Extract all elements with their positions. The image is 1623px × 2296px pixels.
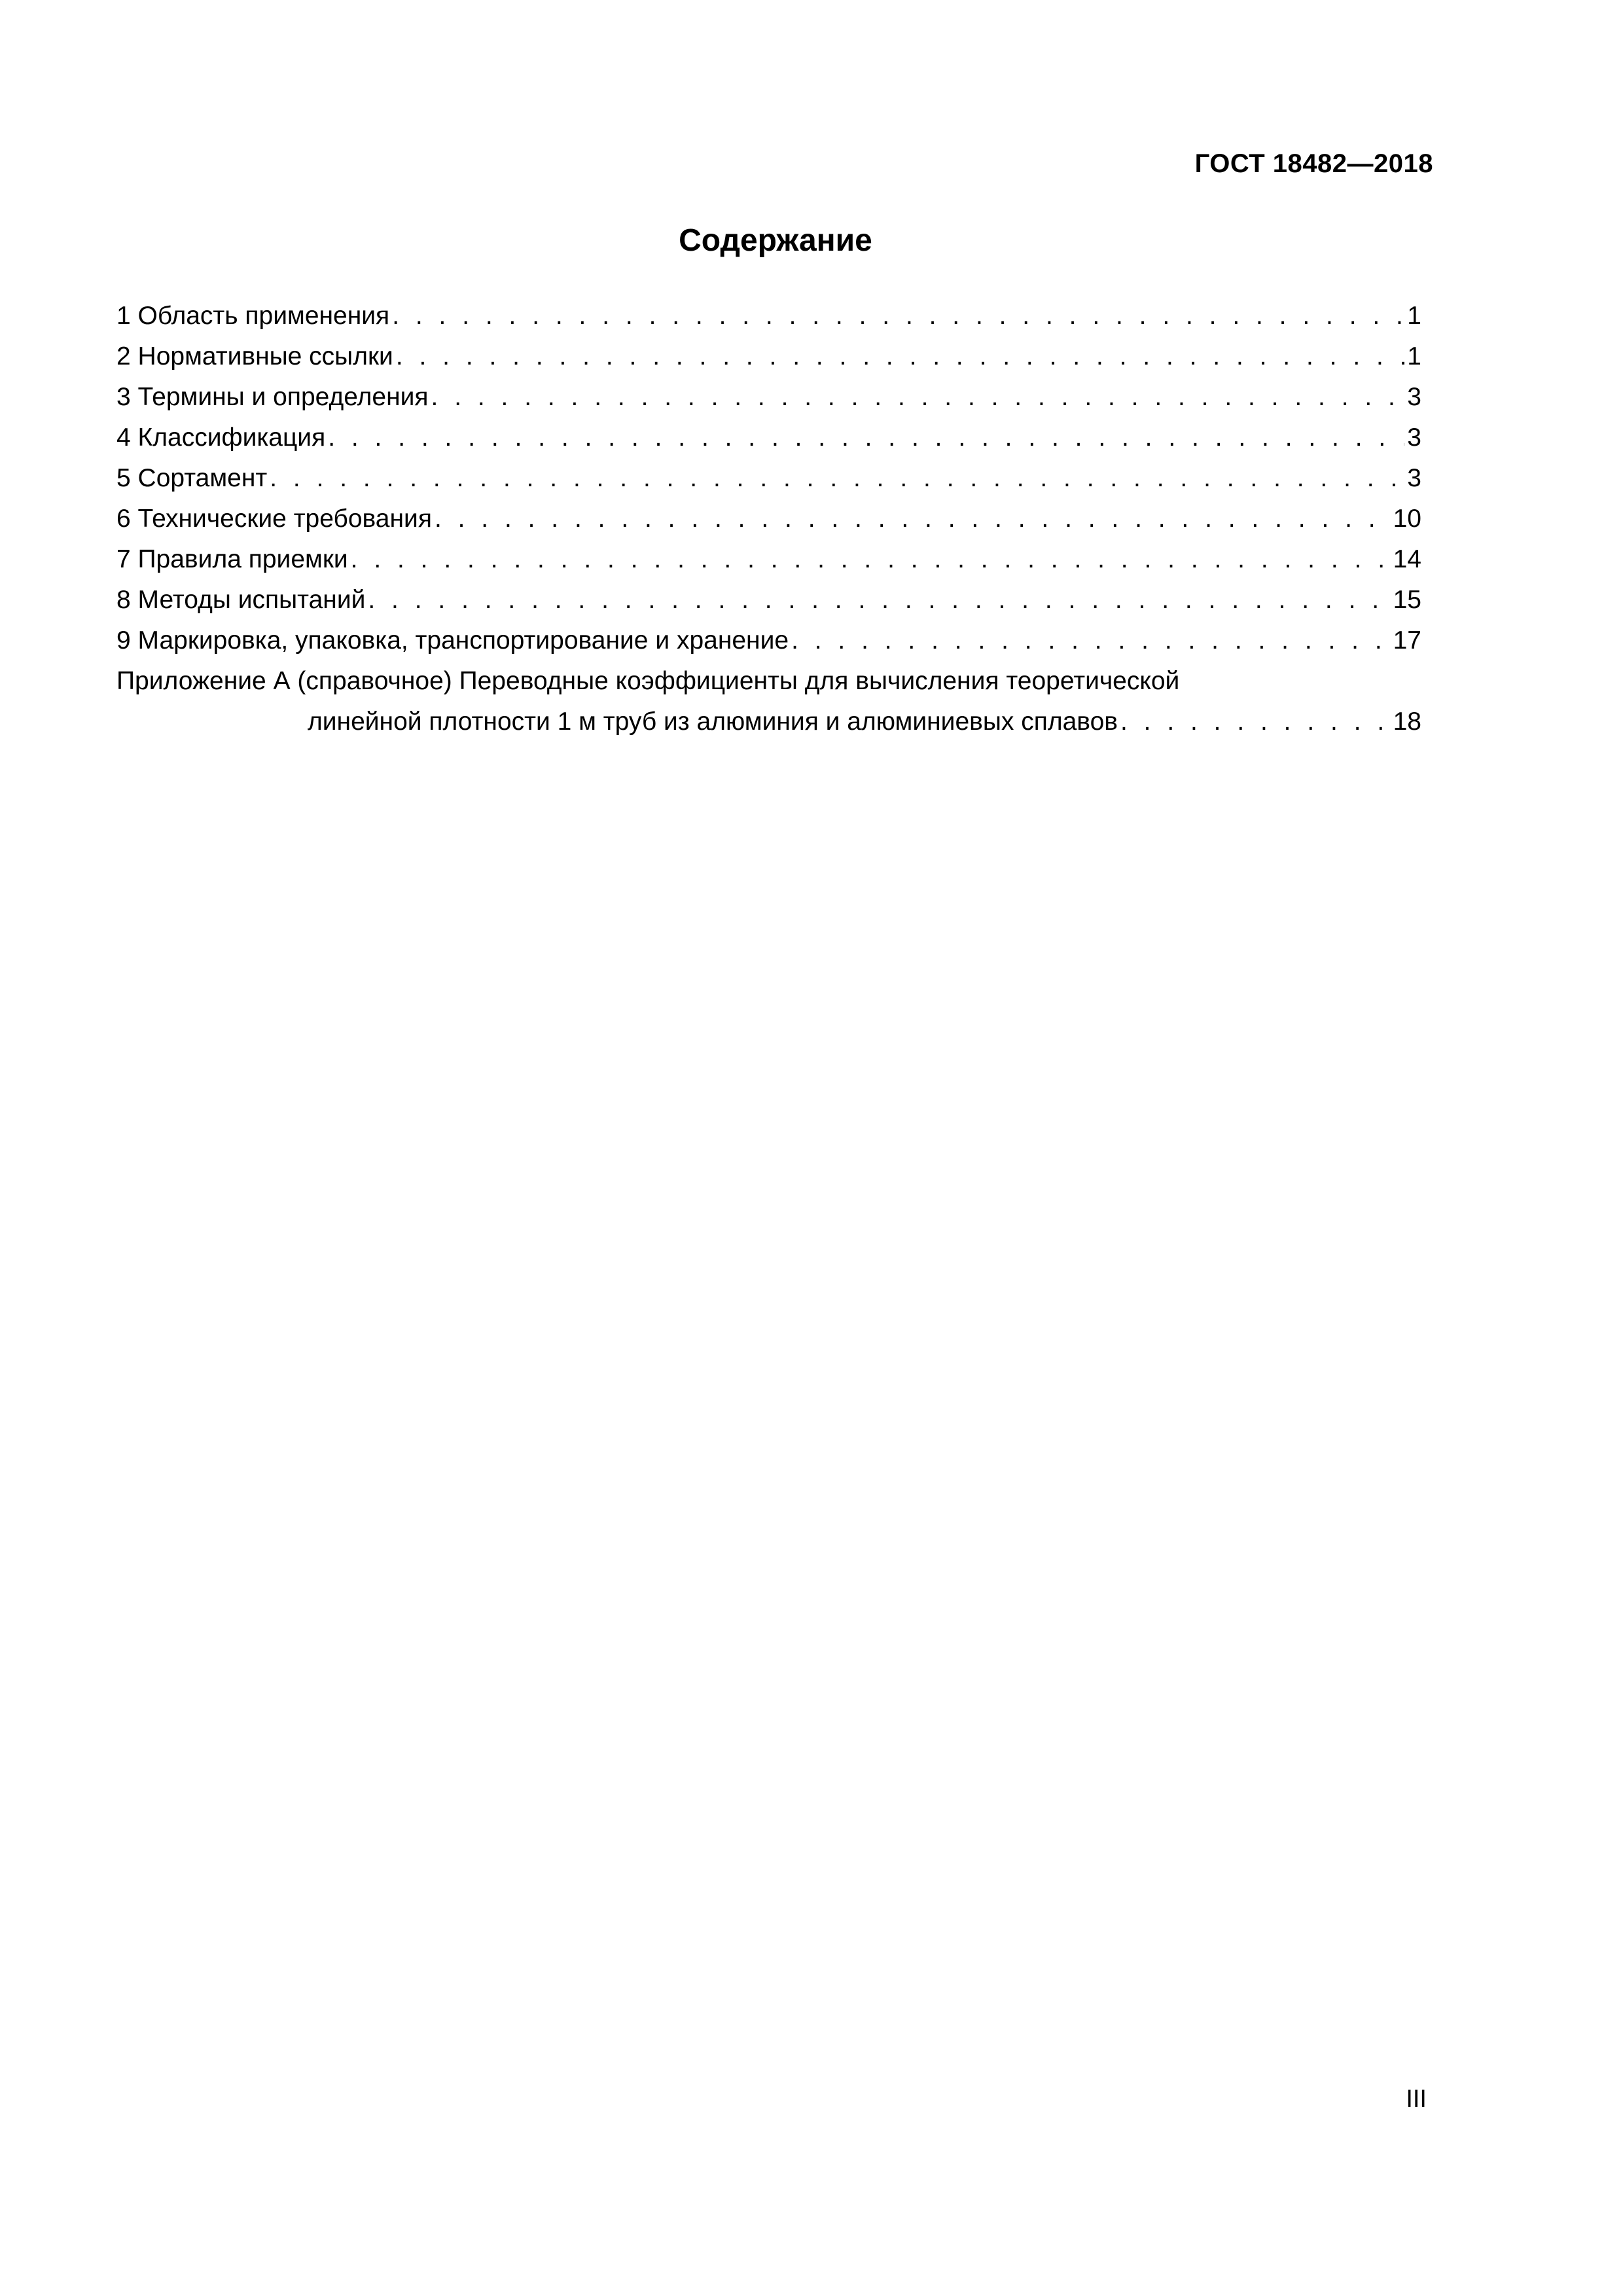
toc-list (116, 296, 1421, 742)
toc-entry[interactable] (116, 418, 1421, 458)
toc-entry-text: 7 Правила приемки (116, 545, 348, 573)
toc-entry-page: 3 (1407, 383, 1421, 411)
toc-dot-leader (392, 296, 1404, 336)
toc-entry-page: 18 (1393, 708, 1421, 736)
toc-dot-leader (328, 418, 1404, 458)
toc-entry-appendix-a[interactable] (116, 661, 1421, 742)
toc-entry-page: 3 (1407, 423, 1421, 452)
toc-appendix-title-line2-row (116, 702, 1421, 742)
toc-entry[interactable] (116, 580, 1421, 620)
toc-entry-page: 14 (1393, 545, 1421, 573)
toc-appendix-title-line1: Приложение А (справочное) Переводные коэффициенты для вычисления теоретической (116, 667, 1180, 695)
toc-dot-leader (351, 539, 1391, 580)
toc-entry[interactable] (116, 336, 1421, 377)
toc-entry-text: 4 Классификация (116, 423, 326, 452)
toc-dot-leader (396, 336, 1404, 377)
toc-entry-text: 6 Технические требования (116, 505, 432, 533)
toc-dot-leader (1120, 702, 1391, 742)
toc-dot-leader (368, 580, 1390, 620)
toc-entry[interactable] (116, 296, 1421, 336)
toc-entry[interactable] (116, 377, 1421, 418)
toc-entry-text: 2 Нормативные ссылки (116, 342, 393, 370)
toc-entry-text: 5 Сортамент (116, 464, 268, 492)
toc-dot-leader (435, 499, 1391, 539)
toc-entry-text: 9 Маркировка, упаковка, транспортирование и хранение (116, 626, 789, 655)
toc-appendix-title-line2: линейной плотности 1 м труб из алюминия и алюминиевых сплавов (308, 708, 1118, 736)
toc-dot-leader (431, 377, 1405, 418)
toc-dot-leader (270, 458, 1404, 499)
toc-entry[interactable] (116, 620, 1421, 661)
toc-entry-page: 1 (1407, 342, 1421, 370)
toc-entry-page: 3 (1407, 464, 1421, 492)
toc-dot-leader (791, 620, 1391, 661)
page-number: III (1406, 2085, 1427, 2113)
toc-entry-page: 10 (1393, 505, 1421, 533)
toc-title: Содержание (679, 223, 872, 258)
toc-entry-page: 15 (1393, 586, 1421, 614)
toc-entry[interactable] (116, 539, 1421, 580)
toc-entry-text: 8 Методы испытаний (116, 586, 366, 614)
toc-entry[interactable] (116, 458, 1421, 499)
toc-entry-text: 3 Термины и определения (116, 383, 429, 411)
toc-entry-page: 17 (1393, 626, 1421, 655)
document-code: ГОСТ 18482—2018 (1194, 149, 1433, 178)
toc-entry-page: 1 (1407, 302, 1421, 330)
toc-entry[interactable] (116, 499, 1421, 539)
toc-entry-text: 1 Область применения (116, 302, 390, 330)
